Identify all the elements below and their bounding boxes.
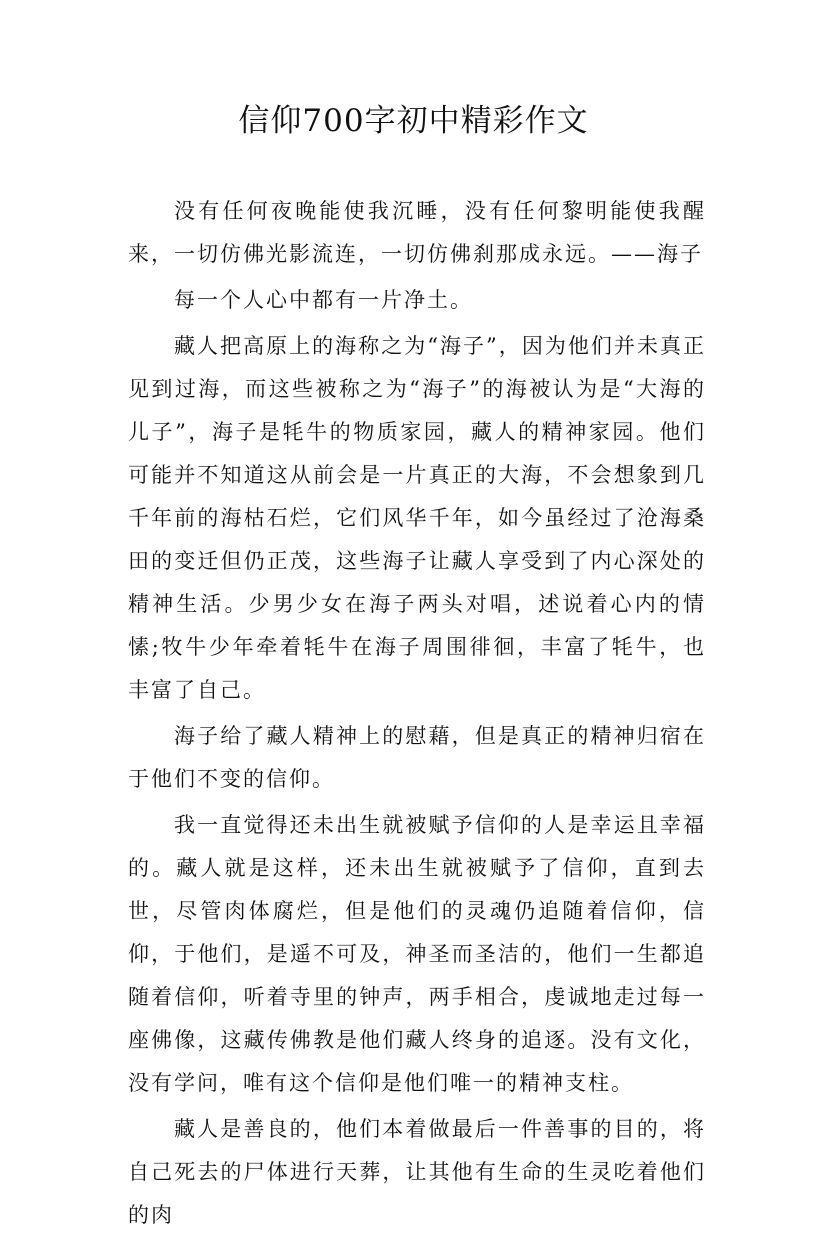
- paragraph-burial: 藏人是善良的，他们本着做最后一件善事的目的，将自己死去的尸体进行天葬，让其他有生命的生灵吃着他们的肉: [128, 1117, 706, 1227]
- paragraph-quote: 没有任何夜晚能使我沉睡，没有任何黎明能使我醒来，一切仿佛光影流连，一切仿佛刹那成永远。——海子: [128, 199, 706, 266]
- document-title: 信仰700字初中精彩作文: [238, 103, 589, 139]
- paragraph-solace: 海子给了藏人精神上的慰藉，但是真正的精神归宿在于他们不变的信仰。: [128, 724, 706, 791]
- document-body: [128, 190, 706, 1240]
- paragraph-intro: 每一个人心中都有一片净土。: [174, 288, 473, 312]
- paragraph-faith: 我一直觉得还未出生就被赋予信仰的人是幸运且幸福的。藏人就是这样，还未出生就被赋予了信仰，直到去世，尽管肉体腐烂，但是他们的灵魂仍追随着信仰，信仰，于他们，是遥不可及，神圣而圣洁的，他们一生都追随着信仰，听着寺里的钟声，两手相合，虔诚地走过每一座佛像，这藏传佛教是他们藏人终身的追逐。没有文化，没有学问，唯有这个信仰是他们唯一的精神支柱。: [128, 813, 706, 1095]
- paragraph-haizi: 藏人把高原上的海称之为“海子”，因为他们并未真正见到过海，而这些被称之为“海子”的海被认为是“大海的儿子”，海子是牦牛的物质家园，藏人的精神家园。他们可能并不知道这从前会是一片真正的大海，不会想象到几千年前的海枯石烂，它们风华千年，如今虽经过了沧海桑田的变迁但仍正茂，这些海子让藏人享受到了内心深处的精神生活。少男少女在海子两头对唱，述说着心内的情愫;牧牛少年牵着牦牛在海子周围徘徊，丰富了牦牛，也丰富了自己。: [128, 334, 706, 702]
